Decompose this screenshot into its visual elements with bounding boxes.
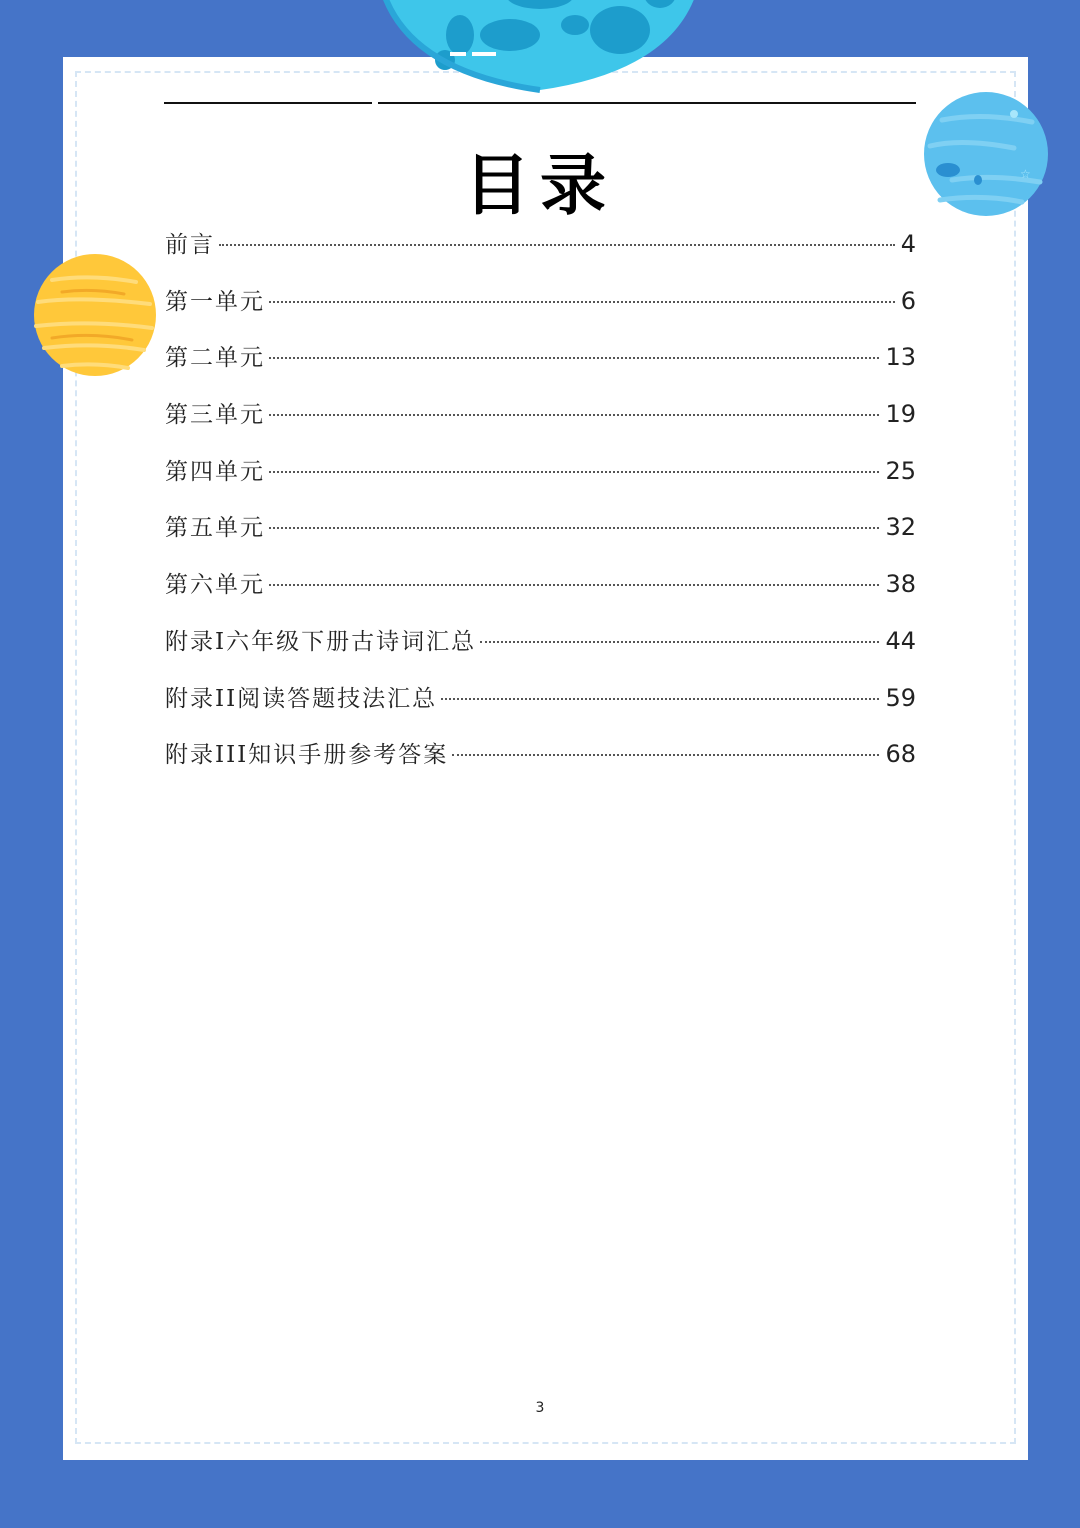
toc-entry[interactable]: [165, 339, 916, 396]
toc-entry[interactable]: [165, 736, 916, 793]
toc-entry[interactable]: [165, 566, 916, 623]
toc-entry[interactable]: [165, 680, 916, 737]
toc-dot-leader: [480, 641, 879, 643]
toc-entry-page: 13: [885, 343, 916, 372]
toc-entry[interactable]: [165, 623, 916, 680]
toc-entry-page: 38: [885, 570, 916, 599]
toc-dot-leader: [269, 527, 879, 529]
toc-entry-label: 第六单元: [165, 572, 265, 599]
toc-dot-leader: [269, 584, 879, 586]
toc-entry-page: 6: [900, 286, 916, 315]
page-title: 目录: [464, 147, 616, 224]
table-of-contents: [165, 226, 916, 793]
toc-entry[interactable]: [165, 453, 916, 510]
page-number: 3: [535, 1400, 545, 1416]
toc-entry[interactable]: [165, 396, 916, 453]
toc-entry-page: 4: [900, 230, 916, 258]
toc-entry-page: 68: [885, 740, 916, 769]
toc-dot-leader: [441, 698, 879, 700]
header-rule-left: [164, 102, 372, 104]
toc-dot-leader: [269, 301, 895, 303]
toc-entry-label: 第一单元: [165, 288, 265, 315]
toc-entry-page: 59: [885, 683, 916, 712]
toc-entry-label: 第四单元: [165, 458, 265, 485]
toc-entry[interactable]: [165, 226, 916, 283]
toc-entry-page: 32: [885, 513, 916, 542]
toc-dot-leader: [452, 754, 879, 756]
toc-entry-page: 19: [885, 400, 916, 429]
toc-entry-label: 附录III知识手册参考答案: [165, 742, 449, 769]
svg-text:☆: ☆: [1020, 167, 1031, 181]
toc-entry-label: 附录II阅读答题技法汇总: [165, 685, 438, 712]
toc-dot-leader: [269, 471, 879, 473]
toc-dot-leader: [219, 244, 895, 246]
toc-entry[interactable]: [165, 509, 916, 566]
toc-entry-label: 第三单元: [165, 402, 265, 429]
toc-entry-label: 第五单元: [165, 515, 265, 542]
toc-dot-leader: [269, 357, 879, 359]
yellow-planet-icon: [32, 252, 158, 378]
toc-entry-page: 25: [885, 456, 916, 485]
toc-entry-label: 第二单元: [165, 345, 265, 372]
toc-dot-leader: [269, 414, 879, 416]
toc-entry-label: 附录I六年级下册古诗词汇总: [165, 628, 477, 655]
toc-entry[interactable]: [165, 283, 916, 340]
moon-icon: [370, 0, 710, 110]
toc-entry-page: 44: [885, 626, 916, 655]
toc-entry-label: 前言: [165, 232, 215, 258]
